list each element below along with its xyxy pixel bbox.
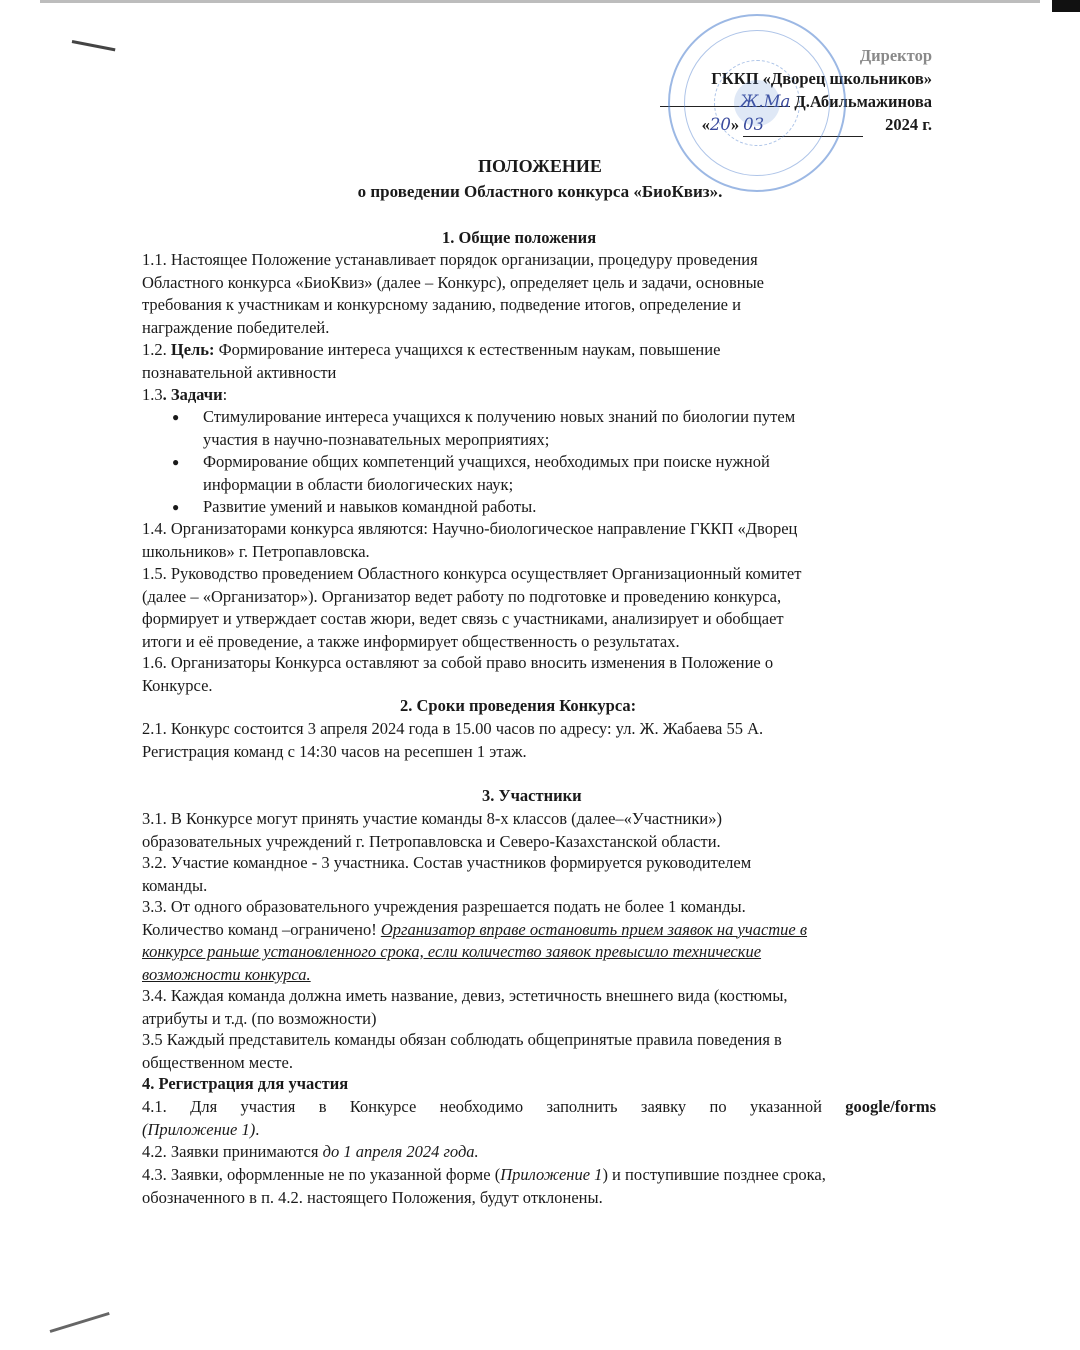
paragraph-1-6: 1.6. Организаторы Конкурса оставляют за собой право вносить изменения в Положение о Конкурсе. [142, 653, 774, 695]
paragraph-4-2: 4.2. Заявки принимаются до 1 апреля 2024 года. [142, 1142, 479, 1161]
scan-mark-top [72, 40, 116, 51]
paragraph-1-1: 1.1. Настоящее Положение устанавливает порядок организации, процедуру проведения Областного конкурса «БиоКвиз» (далее – Конкурс), определяет цель и задачи, основные требования к участникам и конкурсному заданию, подведение итогов, определение и награждение победителей. [142, 250, 764, 337]
paragraph-3-3: 3.3. От одного образовательного учреждения разрешается подать не более 1 команды. Количество команд –ограничено! Организатор вправе остановить прием заявок на участие в конкурсе раньше установленного срока, если количество заявок превысило технические возможности конкурса. [142, 897, 808, 984]
paragraph-3-2: 3.2. Участие командное - 3 участника. Состав участников формируется руководителем команды. [142, 853, 752, 895]
scan-edge-corner [1052, 0, 1080, 12]
approval-organization: ГККП «Дворец школьников» [711, 69, 932, 88]
approval-title: Директор [859, 46, 932, 65]
paragraph-1-4: 1.4. Организаторами конкурса являются: Научно-биологическое направление ГККП «Дворец школьников» г. Петропавловска. [142, 519, 798, 561]
paragraph-4-1: 4.1. Для участия в Конкурсе необходимо заполнить заявку по указанной google/forms (Приложение 1). [142, 1097, 936, 1139]
bullet-icon: ● [172, 455, 180, 469]
document-title: ПОЛОЖЕНИЕ [478, 156, 602, 176]
paragraph-3-1: 3.1. В Конкурсе могут принять участие команды 8-х классов (далее–«Участники») образовательных учреждений г. Петропавловска и Северо-Казахстанской области. [142, 809, 722, 851]
approval-date: «20» 03 2024 г. [660, 113, 932, 137]
bullet-icon: ● [172, 500, 180, 514]
date-year: 2024 г. [885, 115, 932, 134]
signature: Ж.Ма [739, 92, 791, 111]
bullet-icon: ● [172, 410, 180, 424]
paragraph-2-1: 2.1. Конкурс состоится 3 апреля 2024 года в 15.00 часов по адресу: ул. Ж. Жабаева 55 А. Регистрация команд с 14:30 часов на ресепшен 1 этаж. [142, 719, 764, 761]
section-heading-3: 3. Участники [482, 786, 582, 805]
paragraph-3-4: 3.4. Каждая команда должна иметь название, девиз, эстетичность внешнего вида (костюмы, атрибуты и т.д. (по возможности) [142, 986, 788, 1028]
document-subtitle: о проведении Областного конкурса «БиоКвиз». [357, 182, 723, 201]
paragraph-1-3: 1.3. Задачи: [142, 385, 228, 404]
scan-edge-top [40, 0, 1040, 3]
section-heading-4: 4. Регистрация для участия [142, 1074, 349, 1093]
scan-mark-bottom [50, 1312, 110, 1333]
section-heading-2: 2. Сроки проведения Конкурса: [400, 696, 637, 715]
date-day: 20 [709, 115, 731, 134]
section-heading-1: 1. Общие положения [442, 228, 597, 247]
paragraph-1-2: 1.2. Цель: Формирование интереса учащихся к естественным наукам, повышение познавательной активности [142, 340, 721, 382]
paragraph-3-5: 3.5 Каждый представитель команды обязан соблюдать общепринятые правила поведения в общественном месте. [142, 1030, 782, 1072]
paragraph-1-5: 1.5. Руководство проведением Областного конкурса осуществляет Организационный комитет (далее – «Организатор»). Организатор ведет работу по подготовке и проведению конкурса, формирует и утверждает состав жюри, ведет связь с участниками, анализирует и обобщает итоги и её проведение, а также информирует общественность о результатах. [142, 564, 802, 651]
paragraph-4-3: 4.3. Заявки, оформленные не по указанной форме (Приложение 1) и поступившие позднее срока, обозначенного в п. 4.2. настоящего Положения, будут отклонены. [142, 1165, 826, 1207]
date-month: 03 [743, 115, 765, 134]
approval-director-name: Д.Абильмажинова [794, 92, 932, 111]
